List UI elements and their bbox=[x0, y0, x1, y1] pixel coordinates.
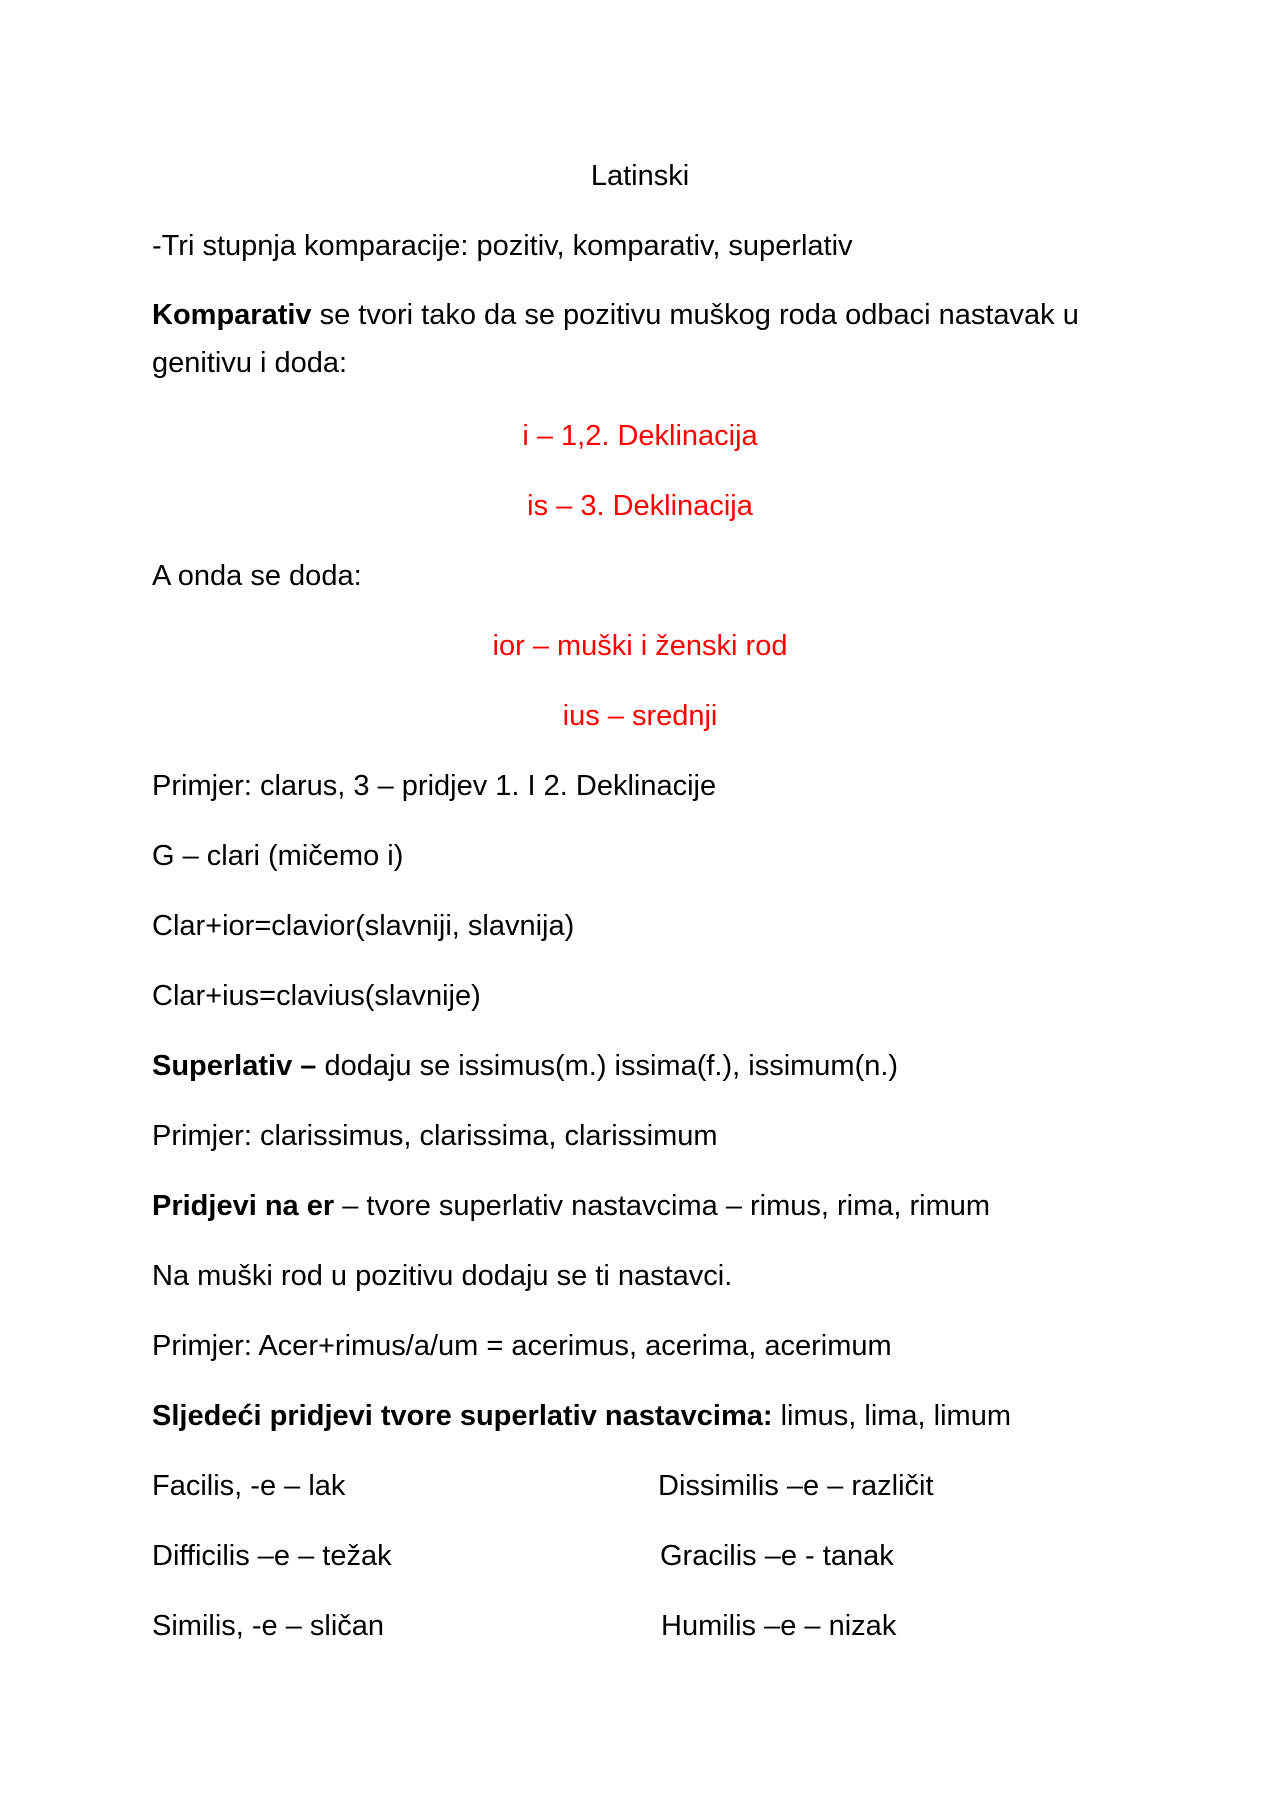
sljedeci-line bbox=[152, 1396, 1011, 1436]
superlativ-line bbox=[152, 1046, 898, 1086]
form2-line: Clar+ius=clavius(slavnije) bbox=[152, 980, 481, 1012]
then-add-line: A onda se doda: bbox=[152, 560, 362, 592]
adjective-left-2: Difficilis –e – težak bbox=[152, 1540, 392, 1572]
example2-line: Primjer: clarissimus, clarissima, clarissimum bbox=[152, 1120, 718, 1152]
masc-note-line: Na muški rod u pozitivu dodaju se ti nastavci. bbox=[152, 1260, 733, 1292]
intro-line: -Tri stupnja komparacije: pozitiv, komparativ, superlativ bbox=[152, 230, 853, 262]
komparativ-paragraph bbox=[152, 291, 1142, 387]
sljedeci-text: limus, lima, limum bbox=[772, 1400, 1012, 1432]
rule-ending-2: ius – srednji bbox=[562, 700, 718, 732]
adjective-left-3: Similis, -e – sličan bbox=[152, 1610, 385, 1642]
sljedeci-term: Sljedeći pridjevi tvore superlativ nastavcima: bbox=[152, 1400, 773, 1432]
superlativ-term: Superlativ – bbox=[152, 1050, 317, 1082]
rule-genitive-1: i – 1,2. Deklinacija bbox=[522, 420, 758, 452]
komparativ-term: Komparativ bbox=[152, 299, 312, 331]
adjective-left-1: Facilis, -e – lak bbox=[152, 1470, 346, 1502]
pridjevi-er-line bbox=[152, 1186, 990, 1226]
document-title: Latinski bbox=[590, 160, 690, 192]
pridjevi-er-text: – tvore superlativ nastavcima – rimus, rima, rimum bbox=[334, 1190, 991, 1222]
form1-line: Clar+ior=clavior(slavniji, slavnija) bbox=[152, 910, 575, 942]
adjective-right-1: Dissimilis –e – različit bbox=[658, 1470, 934, 1502]
adjective-right-2: Gracilis –e - tanak bbox=[660, 1540, 894, 1572]
komparativ-text: se tvori tako da se pozitivu muškog roda odbaci nastavak u genitivu i doda: bbox=[152, 299, 1079, 379]
superlativ-text: dodaju se issimus(m.) issima(f.), issimum(n.) bbox=[316, 1050, 899, 1082]
example3-line: Primjer: Acer+rimus/a/um = acerimus, acerima, acerimum bbox=[152, 1330, 892, 1362]
rule-ending-1: ior – muški i ženski rod bbox=[492, 630, 788, 662]
example1-line: Primjer: clarus, 3 – pridjev 1. I 2. Deklinacije bbox=[152, 770, 717, 802]
pridjevi-er-term: Pridjevi na er bbox=[152, 1190, 335, 1222]
rule-genitive-2: is – 3. Deklinacija bbox=[527, 490, 753, 522]
genitive-example-line: G – clari (mičemo i) bbox=[152, 840, 404, 872]
adjective-right-3: Humilis –e – nizak bbox=[661, 1610, 897, 1642]
